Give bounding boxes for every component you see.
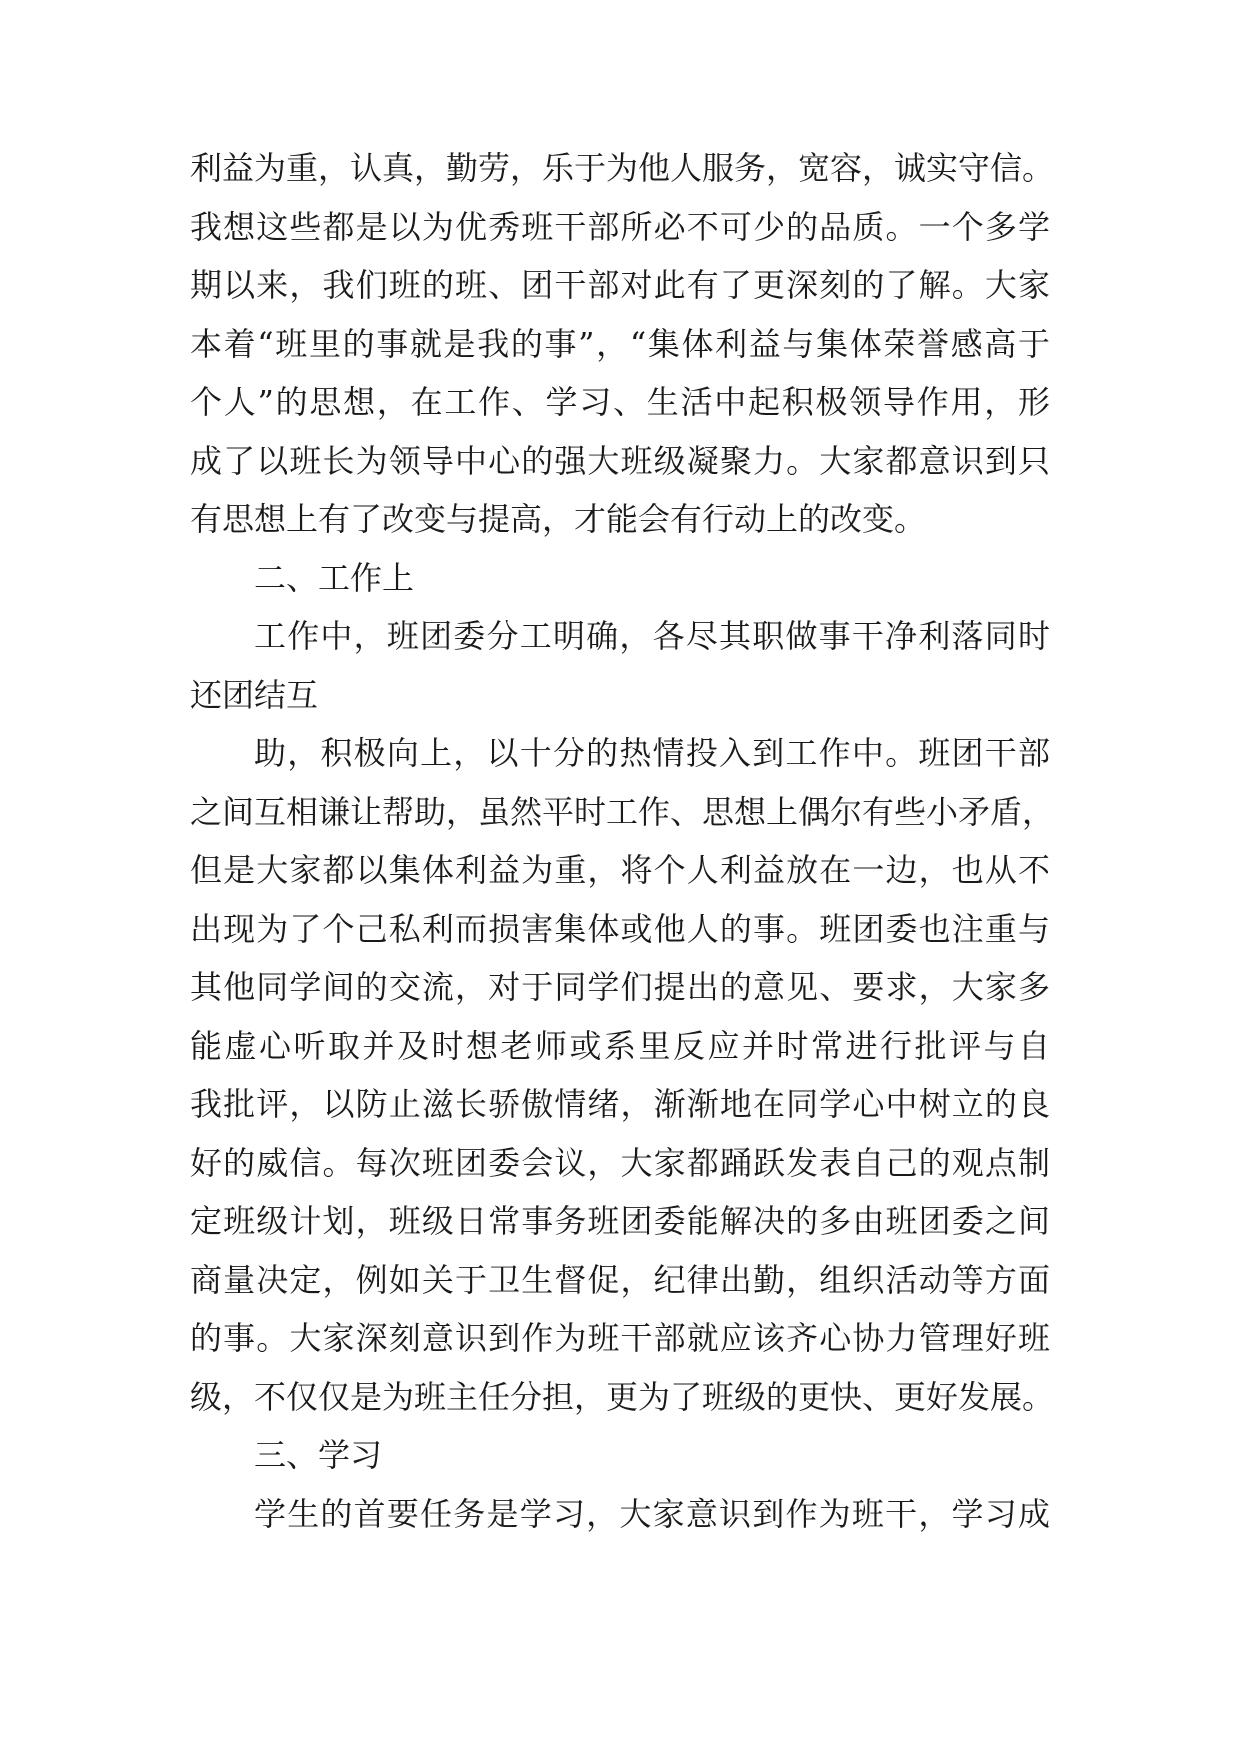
paragraph-line: 但是大家都以集体利益为重，将个人利益放在一边，也从不 [190,851,1050,889]
section-heading: 二、工作上 [254,559,415,597]
paragraph-line: 的事。大家深刻意识到作为班干部就应该齐心协力管理好班 [190,1319,1050,1357]
paragraph-line: 还团结互 [190,676,319,714]
paragraph-line: 好的威信。每次班团委会议，大家都踊跃发表自己的观点制 [190,1144,1050,1182]
paragraph-line: 助，积极向上，以十分的热情投入到工作中。班团干部 [254,734,1050,772]
paragraph-line: 我想这些都是以为优秀班干部所必不可少的品质。一个多学 [190,208,1050,246]
paragraph-line: 个人”的思想，在工作、学习、生活中起积极领导作用，形 [190,383,1050,421]
paragraph-line: 级，不仅仅是为班主任分担，更为了班级的更快、更好发展。 [190,1378,1055,1416]
paragraph-line: 成了以班长为领导中心的强大班级凝聚力。大家都意识到只 [190,442,1050,480]
paragraph-line: 有思想上有了改变与提高，才能会有行动上的改变。 [190,500,927,538]
paragraph-line: 本着“班里的事就是我的事”，“集体利益与集体荣誉感高于 [190,325,1050,363]
paragraph-line: 出现为了个己私利而损害集体或他人的事。班团委也注重与 [190,910,1050,948]
paragraph-line: 期以来，我们班的班、团干部对此有了更深刻的了解。大家 [190,266,1050,304]
paragraph-line: 工作中，班团委分工明确，各尽其职做事干净利落同时 [254,617,1050,655]
paragraph-line: 学生的首要任务是学习，大家意识到作为班干，学习成 [254,1495,1050,1533]
paragraph-line: 利益为重，认真，勤劳，乐于为他人服务，宽容，诚实守信。 [190,149,1055,187]
paragraph-line: 其他同学间的交流，对于同学们提出的意见、要求，大家多 [190,968,1050,1006]
paragraph-line: 我批评，以防止滋长骄傲情绪，渐渐地在同学心中树立的良 [190,1085,1050,1123]
paragraph-line: 之间互相谦让帮助，虽然平时工作、思想上偶尔有些小矛盾， [190,793,1055,831]
paragraph-line: 商量决定，例如关于卫生督促，纪律出勤，组织活动等方面 [190,1261,1050,1299]
paragraph-line: 定班级计划，班级日常事务班团委能解决的多由班团委之间 [190,1202,1050,1240]
paragraph-line: 能虚心听取并及时想老师或系里反应并时常进行批评与自 [190,1027,1050,1065]
section-heading: 三、学习 [254,1436,383,1474]
